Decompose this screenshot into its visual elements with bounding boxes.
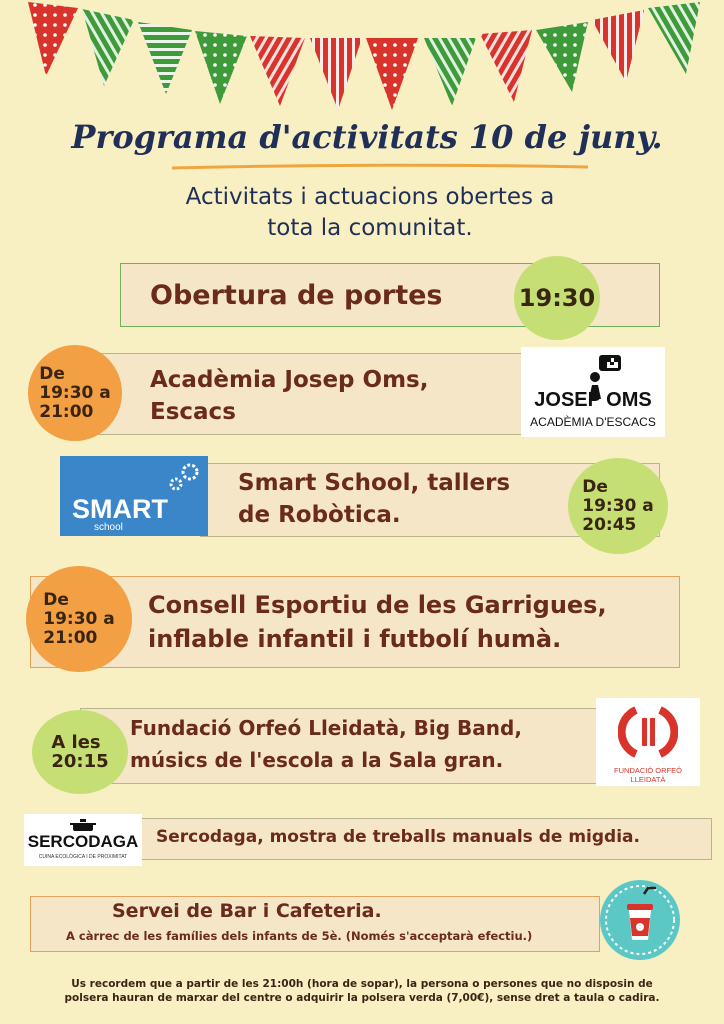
josep-oms-logo-text: JOSEP OMS <box>534 389 652 411</box>
josep-oms-logo-subtext: ACADÈMIA D'ESCACS <box>530 415 656 429</box>
chess-time-line-3: 21:00 <box>39 401 94 422</box>
consell-title-line-1: Consell Esportiu de les Garrigues, <box>148 591 607 619</box>
consell-time-line-3: 21:00 <box>43 627 98 648</box>
opening-time-badge <box>514 256 600 340</box>
subtitle-line-1: Activitats i actuacions obertes a <box>185 184 555 210</box>
chess-title-line-1: Acadèmia Josep Oms, <box>150 367 429 393</box>
footer-line-1: Us recordem que a partir de les 21:00h (hora de sopar), la persona o persones que no disposin de <box>71 978 653 990</box>
sercodaga-logo-text: SERCODAGA <box>27 832 139 851</box>
chess-time-badge <box>28 345 122 441</box>
smart-time-badge <box>568 458 668 554</box>
orfeo-time-badge <box>32 710 128 794</box>
orfeo-logo-caption: FUNDACIÓ ORFEÓ LLEIDATÀ <box>614 766 682 784</box>
opening-label: Obertura de portes <box>150 280 443 311</box>
smart-title-line-2: de Robòtica. <box>238 502 401 528</box>
orfeo-time <box>51 733 108 771</box>
title-underline <box>170 163 590 171</box>
opening-time: 19:30 <box>518 284 596 312</box>
orfeo-emblem-icon <box>618 704 678 760</box>
smart-time <box>582 478 654 535</box>
footer-line-2: polsera hauran de marxar del centre o adquirir la polsera verda (7,00€), sense dret a taula o cadira. <box>64 992 660 1004</box>
orfeo-title-line-2: músics de l'escola a la Sala gran. <box>130 748 504 772</box>
orfeo-time-line-1: A les <box>51 732 101 753</box>
sercodaga-logo-subtext: CUINA ECOLÒGICA I DE PROXIMITAT <box>38 854 128 860</box>
bar-title: Servei de Bar i Cafeteria. <box>112 900 382 922</box>
consell-time-line-1: De <box>43 589 69 610</box>
smart-time-line-3: 20:45 <box>582 514 637 535</box>
smart-logo-text: SMART <box>72 494 168 524</box>
smart-title-line-1: Smart School, tallers <box>238 470 511 496</box>
footer-note <box>0 977 724 1005</box>
sercodaga-title: Sercodaga, mostra de treballs manuals de migdia. <box>156 827 640 847</box>
chess-time <box>39 365 111 422</box>
chess-time-line-2: 19:30 a <box>39 382 111 403</box>
josep-oms-logo <box>521 347 665 437</box>
orfeo-time-line-2: 20:15 <box>51 751 109 772</box>
consell-title <box>148 588 607 656</box>
chess-title <box>150 364 428 428</box>
chess-title-line-2: Escacs <box>150 399 236 425</box>
consell-title-line-2: inflable infantil i futbolí humà. <box>148 625 562 653</box>
orfeo-logo <box>596 698 700 786</box>
bunting-decoration <box>0 0 724 115</box>
consell-time-line-2: 19:30 a <box>43 608 115 629</box>
smart-time-line-2: 19:30 a <box>582 495 654 516</box>
smart-school-logo <box>60 456 208 536</box>
orfeo-title <box>130 712 522 776</box>
smart-time-line-1: De <box>582 476 608 497</box>
sercodaga-logo <box>24 814 142 866</box>
smart-logo-subtext: school <box>94 522 123 533</box>
smart-title <box>238 467 510 531</box>
chess-time-line-1: De <box>39 363 65 384</box>
consell-time <box>43 591 115 648</box>
poster-title: Programa d'activitats 10 de juny. <box>71 118 663 156</box>
subtitle <box>80 182 660 244</box>
cooking-pot-icon <box>70 818 96 832</box>
bar-note: A càrrec de les famílies dels infants de 5è. (Només s'acceptarà efectiu.) <box>66 929 533 943</box>
orfeo-title-line-1: Fundació Orfeó Lleidatà, Big Band, <box>130 716 522 740</box>
subtitle-line-2: tota la comunitat. <box>267 215 473 241</box>
consell-time-badge <box>26 566 132 672</box>
drink-cup-icon <box>600 880 680 960</box>
gears-icon <box>164 462 204 494</box>
